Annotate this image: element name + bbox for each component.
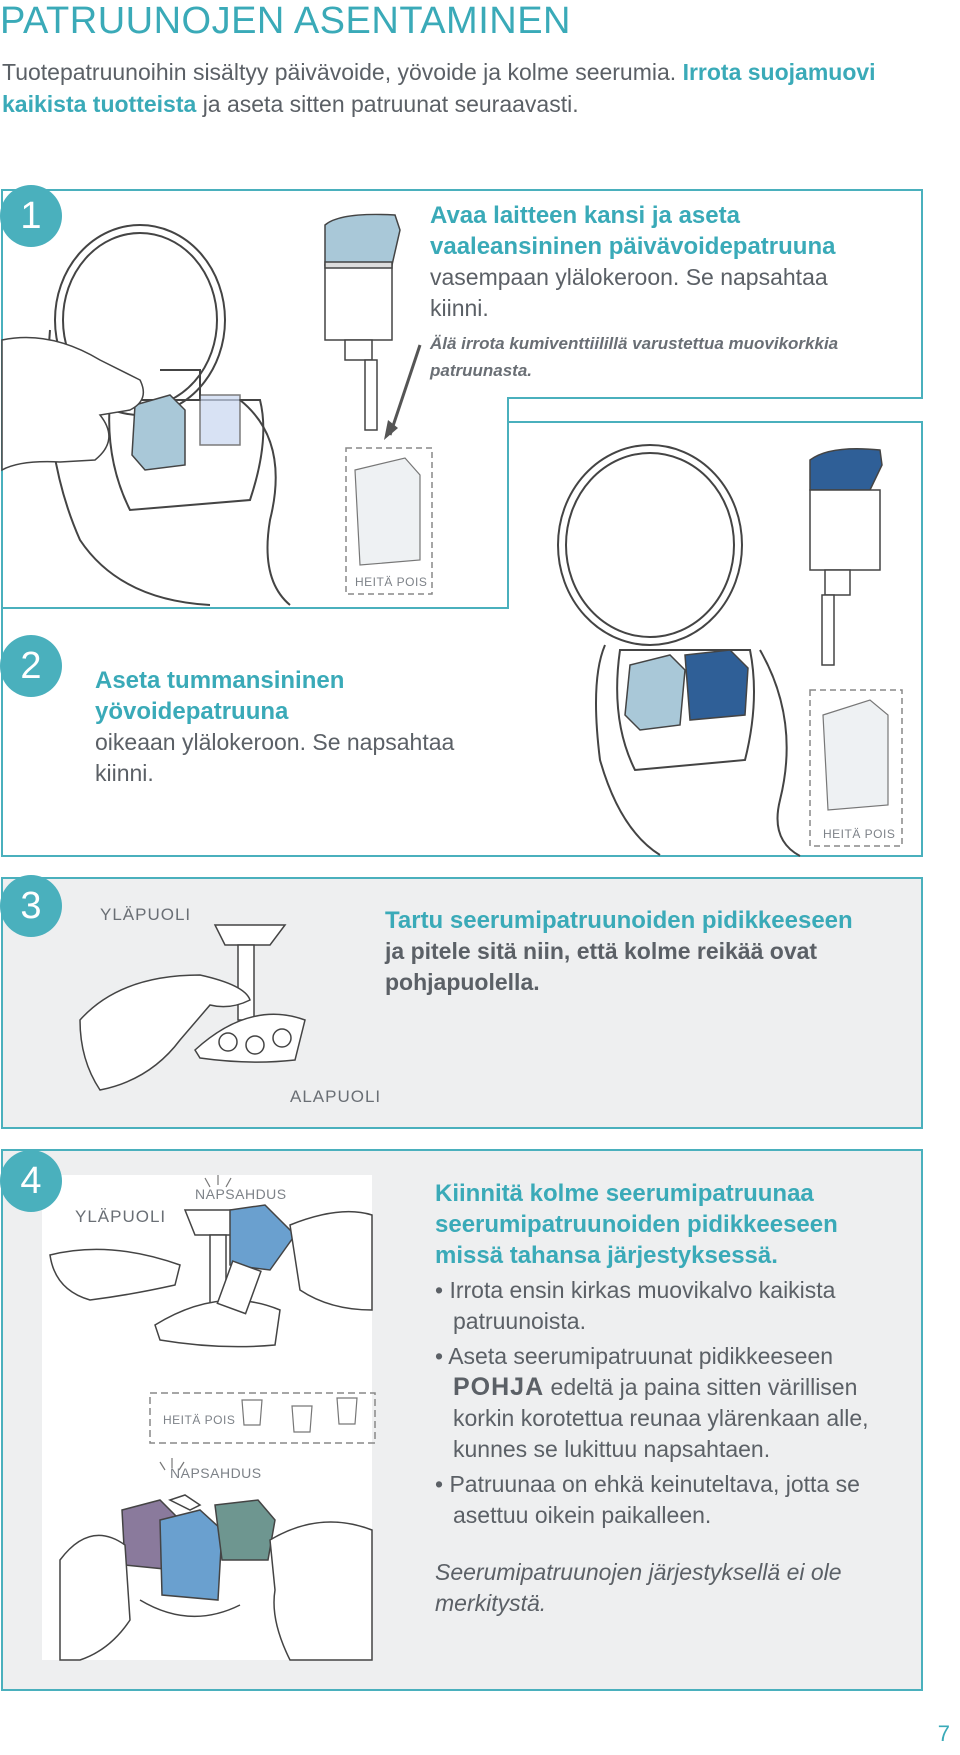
step4-bullet-1-text: Irrota ensin kirkas muovikalvo kaikista patruunoista. xyxy=(449,1277,836,1334)
snap-label-1: NAPSAHDUS xyxy=(195,1186,287,1202)
intro-highlight: Irrota suojamuovi kaikista tuotteista xyxy=(2,59,876,117)
page-number: 7 xyxy=(937,1721,950,1746)
snap-label-2: NAPSAHDUS xyxy=(170,1465,262,1481)
device-illustration-step2 xyxy=(558,445,800,856)
step4-bullet-3-text: Patruunaa on ehkä keinuteltava, jotta se asettuu oikein paikalleen. xyxy=(449,1471,860,1528)
step2-number: 2 xyxy=(0,635,62,697)
discard-label-step4: HEITÄ POIS xyxy=(163,1413,236,1427)
step1-note: Älä irrota kumiventtiilillä varustettua muovikorkkia patruunasta. xyxy=(430,334,839,380)
arrow-step1 xyxy=(390,345,420,435)
step3-bottom-label: ALAPUOLI xyxy=(290,1087,382,1106)
discard-cap-step2 xyxy=(823,700,888,810)
page-title: PATRUUNOJEN ASENTAMINEN xyxy=(0,0,571,42)
step4-bullet-2-bold: POHJA xyxy=(453,1373,545,1401)
step4-bullet-3: • Patruunaa on ehkä keinuteltava, jotta se asettuu oikein paikalleen. xyxy=(435,1471,860,1528)
discard-cap-step1 xyxy=(355,458,420,565)
step2-body: oikeaan ylälokeroon. Se napsahtaa kiinni. xyxy=(95,729,455,786)
light-blue-cartridge-in-device xyxy=(132,395,240,470)
step1-number: 1 xyxy=(0,185,62,247)
step4-text xyxy=(435,1178,905,1619)
step4-bullet-2-post: edeltä ja paina sitten värillisen korkin korotettua reunaa ylärenkaan alle, kunnes se lukittuu napsahtaen. xyxy=(453,1374,869,1462)
step4-bullet-2-pre: Aseta seerumipatruunat pidikkeeseen xyxy=(448,1343,834,1369)
intro-paragraph xyxy=(2,56,902,120)
discard-label-step1: HEITÄ POIS xyxy=(355,575,428,589)
intro-text-2: ja aseta sitten patruunat seuraavasti. xyxy=(202,91,579,117)
discard-label-step2: HEITÄ POIS xyxy=(823,827,896,841)
night-cream-cartridge xyxy=(810,449,882,665)
step4-number: 4 xyxy=(0,1150,62,1212)
step4-footer-note: Seerumipatruunojen järjestyksellä ei ole merkitystä. xyxy=(435,1559,842,1616)
step3-top-label: YLÄPUOLI xyxy=(100,905,192,924)
step3-body: ja pitele sitä niin, että kolme reikää ovat pohjapuolella. xyxy=(385,938,818,995)
hand-illustration-step1 xyxy=(2,338,143,471)
step3-title: Tartu seerumipatruunoiden pidikkeeseen xyxy=(385,907,853,934)
step3-number: 3 xyxy=(0,875,62,937)
cartridges-in-device-step2 xyxy=(625,650,748,730)
step3-text xyxy=(385,905,885,998)
step2-text xyxy=(95,665,515,789)
step4-bullet-2: • Aseta seerumipatruunat pidikkeeseen POHJA edeltä ja paina sitten värillisen korkin korotettua reunaa ylärenkaan alle, kunnes se lukittuu napsahtaen. xyxy=(435,1343,869,1462)
step4-title: Kiinnitä kolme seerumipatruunaa seerumipatruunoiden pidikkeeseen missä tahansa järjestyksessä. xyxy=(435,1180,838,1269)
step1-title: Avaa laitteen kansi ja aseta vaaleansininen päivävoidepatruuna xyxy=(430,202,836,260)
step4-bullet-1: • Irrota ensin kirkas muovikalvo kaikista patruunoista. xyxy=(435,1277,836,1334)
day-cream-cartridge xyxy=(325,214,400,430)
step1-text xyxy=(430,200,890,384)
step2-title: Aseta tummansininen yövoidepatruuna xyxy=(95,667,345,725)
intro-text-1: Tuotepatruunoihin sisältyy päivävoide, yövoide ja kolme seerumia. xyxy=(2,59,677,85)
step4-top-label: YLÄPUOLI xyxy=(75,1207,167,1226)
step1-body: vasempaan ylälokeroon. Se napsahtaa kiinni. xyxy=(430,264,828,321)
